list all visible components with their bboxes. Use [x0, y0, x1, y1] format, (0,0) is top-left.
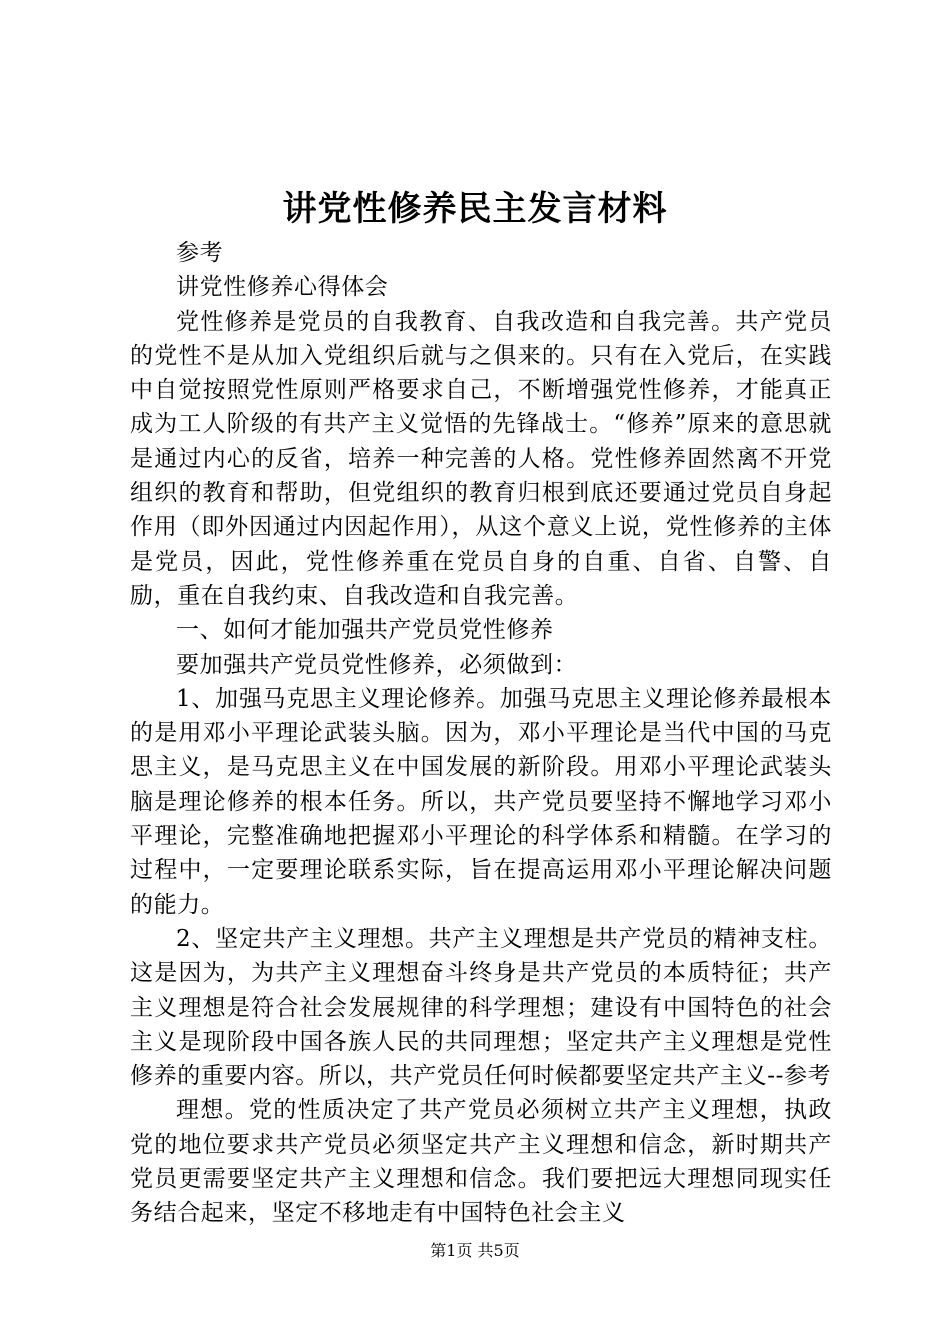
- paragraph-section-heading: 一、如何才能加强共产党员党性修养: [176, 617, 554, 644]
- paragraph-intro: 党性修养是党员的自我教育、自我改造和自我完善。共产党员的党性不是从加入党组织后就与之俱来的。只有在入党后，在实践中自觉按照党性原则严格要求自己，不断增强党性修养，才能真正成为工人阶级的有共产主义觉悟的先锋战士。“修养”原来的意思就是通过内心的反省，培养一种完善的人格。党性修养固然离不开党组织的教育和帮助，但党组织的教育归根到底还要通过党员自身起作用（即外因通过内因起作用），从这个意义上说，党性修养的主体是党员，因此，党性修养重在党员自身的自重、自省、自警、自励，重在自我约束、自我改造和自我完善。: [130, 308, 832, 609]
- paragraph-requirements: 要加强共产党员党性修养，必须做到：: [176, 651, 578, 678]
- paragraph-continuation: 理想。党的性质决定了共产党员必须树立共产主义理想，执政党的地位要求共产党员必须坚定共产主义理想和信念，新时期共产党员更需要坚定共产主义理想和信念。我们要把远大理想同现实任务结合起来，坚定不移地走有中国特色社会主义: [130, 1097, 832, 1227]
- paragraph-item-1: 1、加强马克思主义理论修养。加强马克思主义理论修养最根本的是用邓小平理论武装头脑。因为，邓小平理论是当代中国的马克思主义，是马克思主义在中国发展的新阶段。用邓小平理论武装头脑是理论修养的根本任务。所以，共产党员要坚持不懈地学习邓小平理论，完整准确地把握邓小平理论的科学体系和精髓。在学习的过程中，一定要理论联系实际，旨在提高运用邓小平理论解决问题的能力。: [130, 685, 832, 918]
- document-title: 讲党性修养民主发言材料: [282, 189, 668, 229]
- paragraph-item-2: 2、坚定共产主义理想。共产主义理想是共产党员的精神支柱。这是因为，为共产主义理想奋斗终身是共产党员的本质特征；共产主义理想是符合社会发展规律的科学理想；建设有中国特色的社会主义是现阶段中国各族人民的共同理想；坚定共产主义理想是党性修养的重要内容。所以，共产党员任何时候都要坚定共产主义--参考: [130, 925, 832, 1090]
- document-body: [130, 236, 832, 1231]
- paragraph-subtitle: 讲党性修养心得体会: [176, 274, 389, 301]
- page-footer: 第1页 共5页: [430, 1241, 520, 1260]
- paragraph-reference-label: 参考: [176, 240, 224, 266]
